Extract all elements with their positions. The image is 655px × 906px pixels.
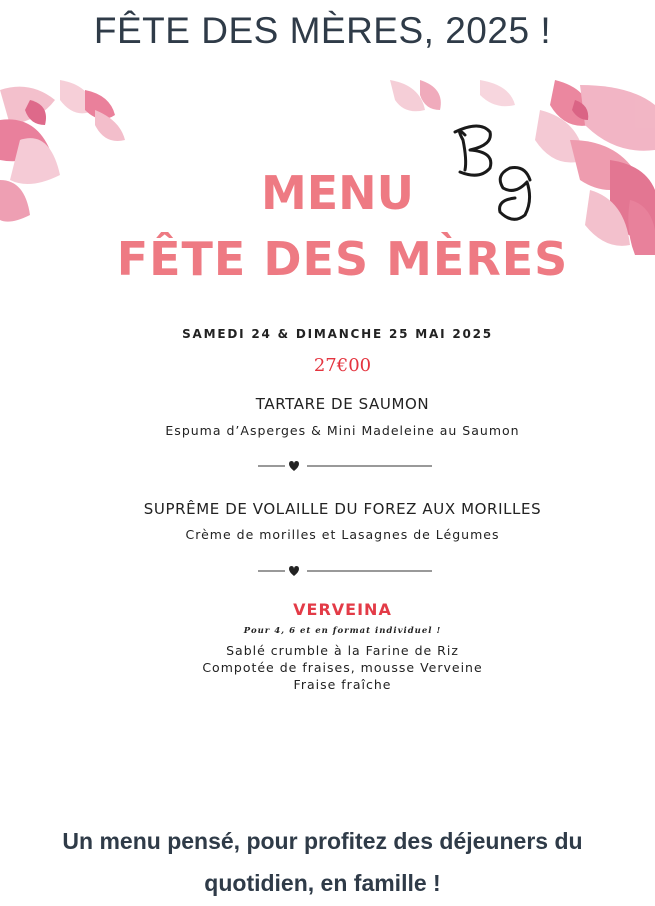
menu-price: 27€00 [313, 355, 372, 376]
heart-icon [289, 461, 299, 471]
course-1-description: Espuma d’Asperges & Mini Madeleine au Saumon [165, 423, 520, 438]
footer-line-2: quotidien, en famille ! [204, 870, 441, 896]
course-2-title: SUPRÊME DE VOLAILLE DU FOREZ AUX MORILLES [143, 500, 542, 518]
menu-title-line2: FÊTE DES MÈRES [116, 232, 569, 286]
course-2-description: Crème de morilles et Lasagnes de Légumes [185, 527, 500, 542]
footer-line-1: Un menu pensé, pour profitez des déjeuners du [62, 828, 583, 854]
course-1-title: TARTARE DE SAUMON [255, 395, 430, 413]
course-3-note: Pour 4, 6 et en format individuel ! [243, 626, 442, 636]
menu-title-line1: MENU [260, 166, 415, 220]
event-date: SAMEDI 24 & DIMANCHE 25 MAI 2025 [182, 327, 493, 341]
footer-tagline [0, 820, 645, 904]
heart-icon [289, 566, 299, 576]
course-3-title: VERVEINA [293, 600, 392, 619]
course-3-line: Compotée de fraises, mousse Verveine [202, 660, 483, 675]
course-3-line: Fraise fraîche [293, 677, 392, 692]
course-3-line: Sablé crumble à la Farine de Riz [226, 643, 459, 658]
heart-divider [255, 459, 435, 473]
heart-divider [255, 564, 435, 578]
page-title: FÊTE DES MÈRES, 2025 ! [93, 10, 552, 51]
